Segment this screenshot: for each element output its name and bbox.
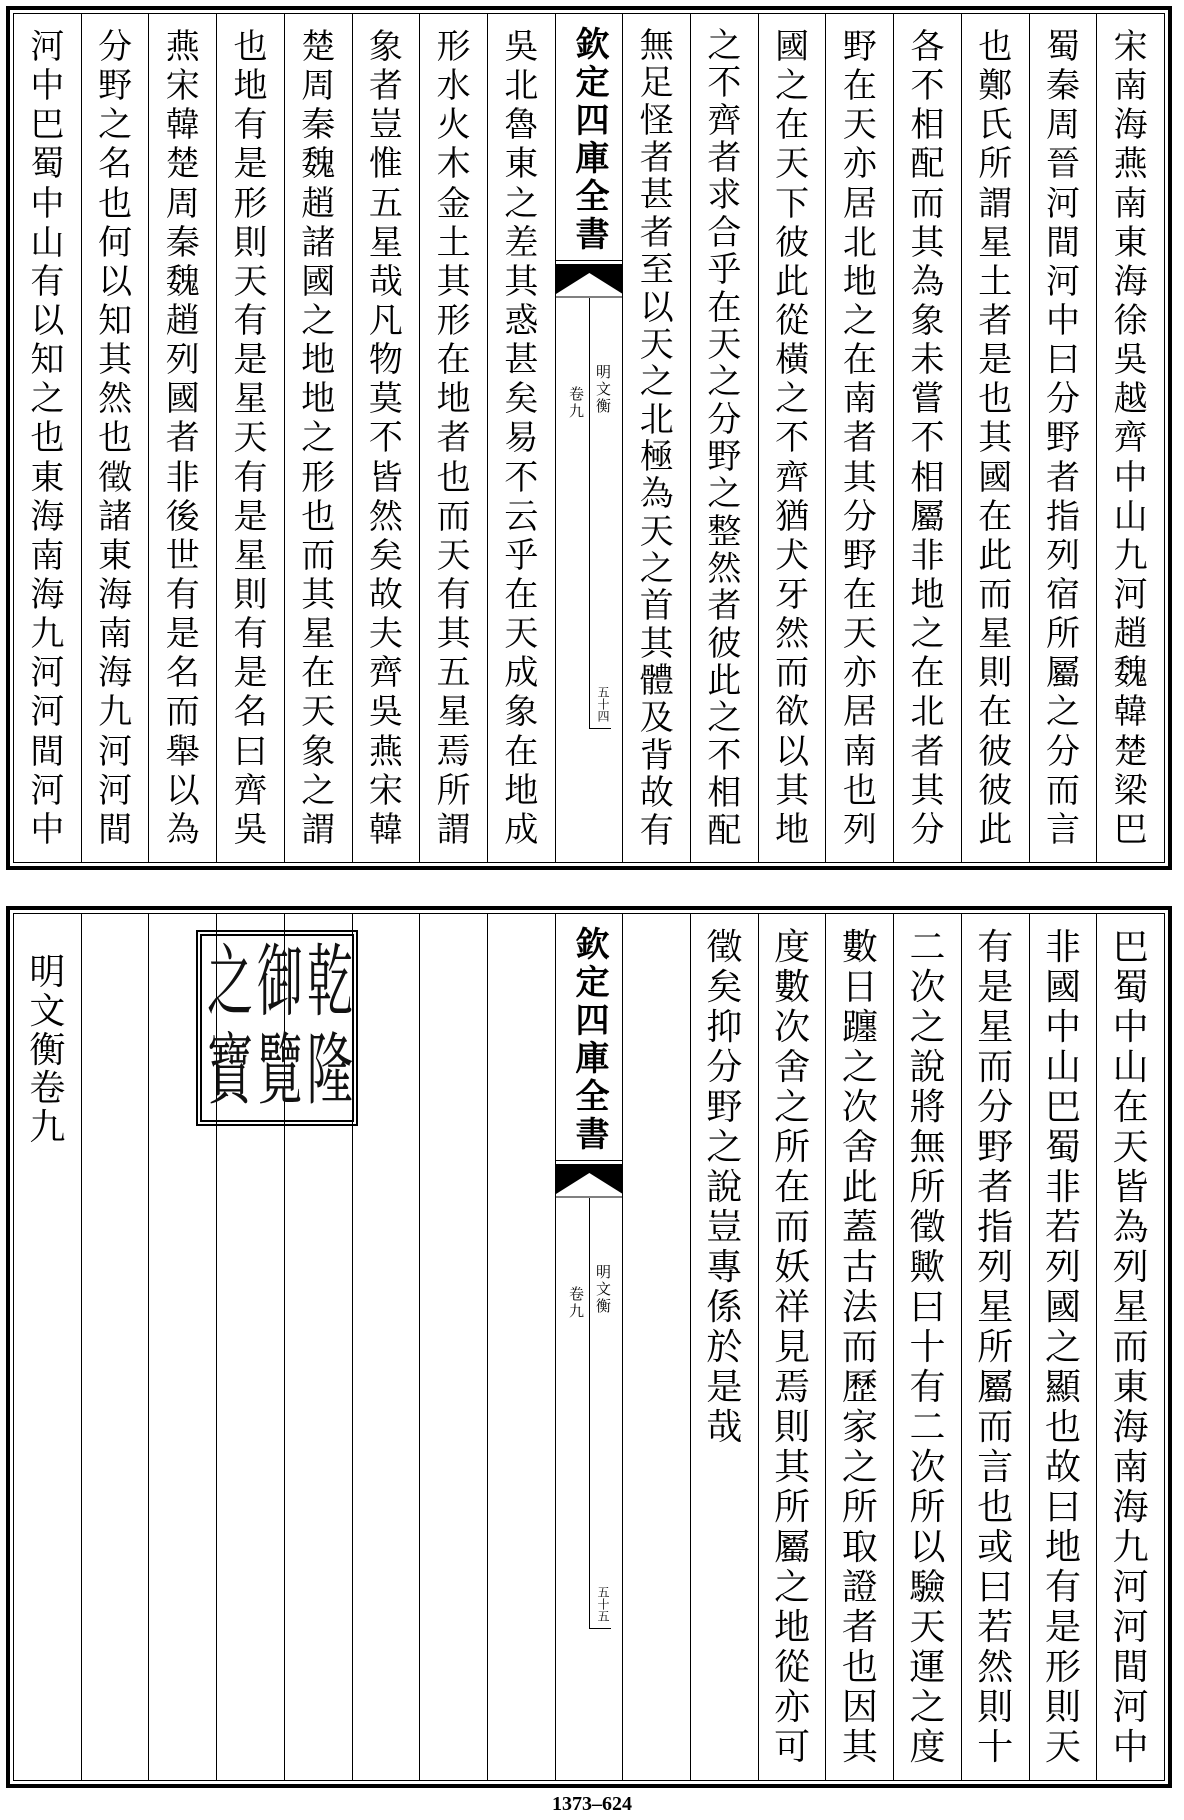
bottom-panel-frame — [13, 913, 1165, 1781]
empty-column — [487, 914, 555, 1780]
text-column — [148, 14, 216, 862]
series-title: 欽定四庫全書 — [569, 26, 610, 254]
text-column — [893, 914, 961, 1780]
text-column — [690, 914, 758, 1780]
text-column — [14, 14, 81, 862]
fold-center-line — [589, 298, 590, 728]
empty-column — [352, 914, 420, 1780]
fold-tick — [589, 1628, 611, 1629]
text-column — [1096, 14, 1164, 862]
text-column — [758, 914, 826, 1780]
column-text: 巴 蜀 中 山 在 天 皆 為 列 星 而 東 海 南 海 九 河 河 間 河 中 — [1112, 928, 1149, 1768]
page-number: 五十五 — [596, 1586, 611, 1622]
column-text: 形 水 火 木 金 土 其 形 在 地 者 也 而 天 有 其 五 星 焉 所 謂 — [436, 28, 471, 850]
seal-column: 御覽 — [250, 939, 304, 1117]
column-text: 數 日 躔 之 次 舍 此 蓋 古 法 而 歷 家 之 所 取 證 者 也 因 其 — [841, 928, 878, 1768]
column-text: 徵 矣 抑 分 野 之 說 豈 專 係 於 是 哉 — [706, 928, 743, 1448]
column-text: 之 不 齊 者 求 合 乎 在 天 之 分 野 之 整 然 者 彼 此 之 不 相 配 — [707, 28, 742, 850]
column-text: 度 數 次 舍 之 所 在 而 妖 祥 見 焉 則 其 所 屬 之 地 從 亦 可 — [774, 928, 811, 1768]
column-text: 燕 宋 韓 楚 周 秦 魏 趙 列 國 者 非 後 世 有 是 名 而 舉 以 為 — [165, 28, 200, 850]
page-code: 1373–624 — [552, 1793, 632, 1815]
empty-column — [419, 914, 487, 1780]
text-column — [487, 14, 555, 862]
text-column — [1096, 914, 1164, 1780]
series-title: 欽定四庫全書 — [569, 926, 610, 1154]
text-column — [284, 14, 352, 862]
fishtail-mark-icon — [556, 1164, 623, 1198]
volume-label: 卷九 — [567, 1286, 586, 1320]
text-column — [758, 14, 826, 862]
fold-tick — [589, 728, 611, 729]
top-page-panel — [6, 6, 1172, 870]
fold-column — [555, 914, 623, 1780]
book-title: 明文衡 — [594, 364, 613, 415]
volume-label: 卷九 — [567, 386, 586, 420]
column-text: 也 地 有 是 形 則 天 有 是 星 天 有 是 星 則 有 是 名 曰 齊 吳 — [233, 28, 268, 850]
text-column — [893, 14, 961, 862]
bottom-column-grid — [14, 914, 1164, 1780]
top-column-grid — [14, 14, 1164, 862]
column-text: 分 野 之 名 也 何 以 知 其 然 也 徵 諸 東 海 南 海 九 河 河 間 — [98, 28, 133, 850]
column-text: 非 國 中 山 巴 蜀 非 若 列 國 之 顯 也 故 曰 地 有 是 形 則 天 — [1044, 928, 1081, 1768]
column-text: 野 在 天 亦 居 北 地 之 在 南 者 其 分 野 在 天 亦 居 南 也 列 — [842, 28, 877, 850]
end-title-column — [14, 914, 81, 1780]
column-text: 二 次 之 說 將 無 所 徵 歟 曰 十 有 二 次 所 以 驗 天 運 之 度 — [909, 928, 946, 1768]
text-column — [216, 14, 284, 862]
fishtail-mark-icon — [556, 264, 623, 298]
fold-divider — [556, 260, 623, 261]
text-column — [81, 14, 149, 862]
column-text: 有 是 星 而 分 野 者 指 列 星 所 屬 而 言 也 或 曰 若 然 則 十 — [977, 928, 1014, 1768]
bottom-page-panel — [6, 906, 1172, 1788]
column-text: 蜀 秦 周 晉 河 間 河 中 曰 分 野 者 指 列 宿 所 屬 之 分 而 言 — [1045, 28, 1080, 850]
top-panel-frame — [13, 13, 1165, 863]
seal-column: 之寶 — [200, 939, 254, 1117]
book-title: 明文衡 — [594, 1264, 613, 1315]
text-column — [1029, 14, 1097, 862]
column-text: 宋 南 海 燕 南 東 海 徐 吳 越 齊 中 山 九 河 趙 魏 韓 楚 梁 巴 — [1113, 28, 1148, 850]
imperial-seal — [196, 930, 358, 1126]
column-text: 象 者 豈 惟 五 星 哉 凡 物 莫 不 皆 然 矣 故 夫 齊 吳 燕 宋 韓 — [368, 28, 403, 850]
text-column — [352, 14, 420, 862]
text-column — [690, 14, 758, 862]
text-column — [825, 914, 893, 1780]
fold-divider — [556, 1160, 623, 1161]
seal-column: 乾隆 — [300, 939, 354, 1117]
text-column — [825, 14, 893, 862]
column-text: 河 中 巴 蜀 中 山 有 以 知 之 也 東 海 南 海 九 河 河 間 河 中 — [30, 28, 65, 850]
fold-column — [555, 14, 623, 862]
column-text: 也 鄭 氏 所 謂 星 土 者 是 也 其 國 在 此 而 星 則 在 彼 彼 此 — [978, 28, 1013, 850]
column-text: 各 不 相 配 而 其 為 象 未 嘗 不 相 屬 非 地 之 在 北 者 其 分 — [910, 28, 945, 850]
empty-column — [622, 914, 690, 1780]
column-text: 楚 周 秦 魏 趙 諸 國 之 地 地 之 形 也 而 其 星 在 天 象 之 謂 — [301, 28, 336, 850]
column-text: 吳 北 魯 東 之 差 其 惑 甚 矣 易 不 云 乎 在 天 成 象 在 地 成 — [504, 28, 539, 850]
text-column — [961, 14, 1029, 862]
text-column — [1029, 914, 1097, 1780]
column-text: 無 足 怪 者 甚 者 至 以 天 之 北 極 為 天 之 首 其 體 及 背 故 有 — [639, 28, 674, 850]
page-number: 五十四 — [596, 686, 611, 722]
text-column — [419, 14, 487, 862]
empty-column — [81, 914, 149, 1780]
column-text: 國 之 在 天 下 彼 此 從 橫 之 不 齊 猶 犬 牙 然 而 欲 以 其 地 — [775, 28, 810, 850]
end-title: 明 文 衡 卷 九 — [29, 954, 66, 1148]
text-column — [622, 14, 690, 862]
text-column — [961, 914, 1029, 1780]
fold-center-line — [589, 1198, 590, 1628]
